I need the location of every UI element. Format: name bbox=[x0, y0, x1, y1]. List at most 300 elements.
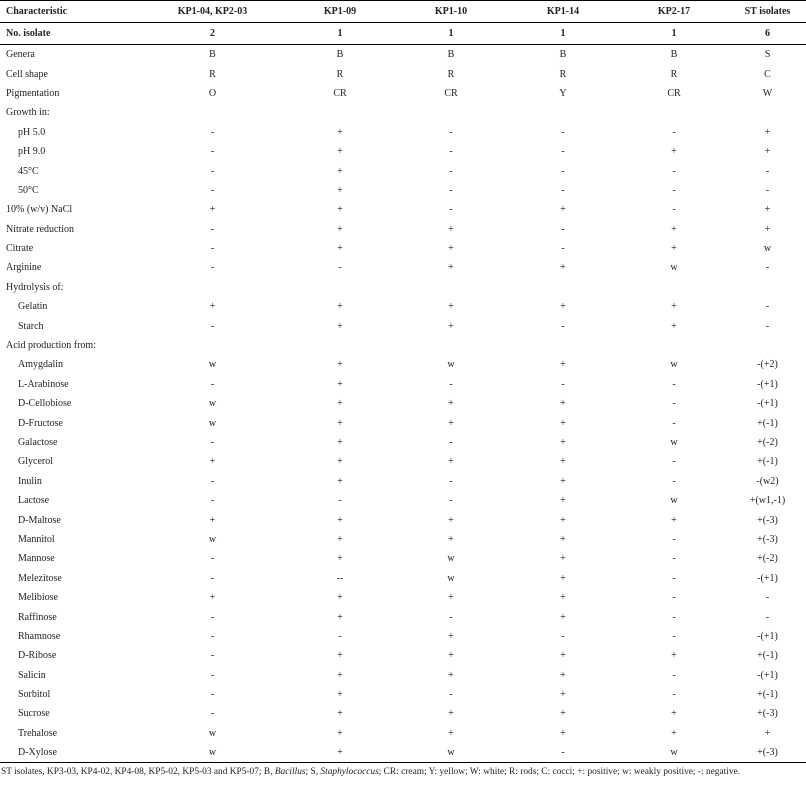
table-cell: - bbox=[561, 126, 565, 138]
isolate-count-label: No. isolate bbox=[0, 23, 140, 45]
header-row bbox=[0, 1, 806, 23]
table-cell: +(-3) bbox=[757, 533, 778, 545]
table-cell: - bbox=[672, 630, 676, 642]
table-cell bbox=[507, 336, 619, 355]
table-cell: + bbox=[337, 223, 343, 235]
table-cell: - bbox=[561, 630, 565, 642]
row-label: Melibiose bbox=[18, 592, 58, 604]
table-cell bbox=[729, 278, 806, 297]
table-cell: -(w2) bbox=[756, 475, 779, 487]
table-cell: + bbox=[764, 126, 771, 138]
table-cell: - bbox=[210, 553, 215, 565]
table-body bbox=[0, 45, 806, 763]
table-cell: + bbox=[560, 495, 566, 507]
table-cell: - bbox=[449, 184, 453, 196]
table-cell: - bbox=[210, 146, 215, 158]
table-cell: - bbox=[210, 475, 215, 487]
table-cell: CR bbox=[444, 87, 458, 99]
table-cell: + bbox=[337, 378, 343, 390]
table-cell: + bbox=[337, 204, 343, 216]
table-cell: + bbox=[560, 553, 566, 565]
row-label: D-Ribose bbox=[18, 650, 57, 662]
footnote-part-2: ; S, bbox=[305, 767, 321, 778]
table-cell: +(-2) bbox=[757, 437, 778, 448]
table-row bbox=[0, 743, 806, 763]
table-cell: + bbox=[671, 708, 677, 720]
table-cell: + bbox=[337, 553, 343, 565]
table-cell bbox=[140, 336, 285, 355]
table-cell: w bbox=[447, 572, 455, 584]
table-cell: -(+1) bbox=[757, 630, 778, 642]
table-cell: - bbox=[210, 611, 215, 623]
table-cell: + bbox=[671, 146, 677, 158]
table-cell: + bbox=[560, 611, 566, 623]
table-row bbox=[0, 239, 806, 258]
table-cell: - bbox=[672, 184, 676, 196]
table-cell: + bbox=[337, 126, 343, 138]
table-cell bbox=[619, 103, 729, 122]
table-cell: - bbox=[765, 262, 770, 274]
table-cell: - bbox=[672, 592, 676, 604]
table-cell: + bbox=[209, 514, 216, 526]
table-cell: + bbox=[560, 708, 566, 720]
table-cell: w bbox=[670, 437, 678, 448]
table-cell: -(+1) bbox=[757, 378, 778, 390]
table-cell: + bbox=[209, 456, 216, 468]
table-cell bbox=[729, 103, 806, 122]
table-row bbox=[0, 84, 806, 103]
table-cell: + bbox=[448, 708, 454, 720]
table-cell: - bbox=[561, 223, 565, 235]
table-cell: - bbox=[672, 611, 676, 623]
table-cell: w bbox=[208, 417, 217, 429]
row-label: D-Cellobiose bbox=[18, 398, 72, 410]
row-label: Acid production from: bbox=[6, 340, 96, 352]
table-cell: - bbox=[210, 126, 215, 138]
table-cell: +(-1) bbox=[757, 456, 778, 468]
table-cell: + bbox=[337, 243, 343, 255]
table-cell bbox=[140, 278, 285, 297]
table-cell: B bbox=[209, 49, 216, 61]
table-cell: - bbox=[210, 630, 215, 642]
table-cell: +(-1) bbox=[757, 417, 778, 429]
table-cell: - bbox=[561, 165, 565, 177]
row-label: 45°C bbox=[18, 165, 39, 177]
column-header-4: KP1-14 bbox=[507, 1, 619, 23]
table-cell: w bbox=[208, 727, 217, 739]
table-cell: + bbox=[448, 727, 454, 739]
table-cell: + bbox=[337, 611, 343, 623]
table-cell: + bbox=[448, 592, 454, 604]
table-row bbox=[0, 297, 806, 316]
table-cell: - bbox=[210, 708, 215, 720]
table-cell: - bbox=[561, 243, 565, 255]
table-cell: O bbox=[208, 87, 217, 99]
table-cell: + bbox=[671, 301, 677, 313]
table-cell: +(-1) bbox=[757, 650, 778, 662]
table-cell: - bbox=[449, 204, 453, 216]
table-cell: +(-3) bbox=[757, 514, 778, 526]
table-cell: CR bbox=[667, 87, 681, 99]
table-cell: + bbox=[671, 320, 677, 332]
table-cell: - bbox=[449, 611, 453, 623]
table-cell: - bbox=[338, 495, 342, 507]
table-cell: w bbox=[619, 743, 729, 763]
table-row bbox=[0, 685, 806, 704]
table-cell: + bbox=[448, 456, 454, 468]
table-cell: w bbox=[395, 743, 507, 763]
table-cell: - bbox=[210, 689, 215, 701]
row-label: Lactose bbox=[18, 495, 50, 507]
table-cell: - bbox=[672, 456, 676, 468]
table-cell: - bbox=[210, 495, 215, 507]
row-label: pH 5.0 bbox=[18, 126, 46, 138]
table-cell: - bbox=[449, 475, 453, 487]
table-cell: + bbox=[337, 533, 343, 545]
table-cell: + bbox=[448, 398, 454, 410]
table-cell: - bbox=[672, 417, 676, 429]
table-cell: - bbox=[449, 146, 453, 158]
table-cell: + bbox=[337, 398, 343, 410]
table-cell: -(+1) bbox=[757, 669, 778, 681]
table-cell: + bbox=[337, 456, 343, 468]
table-cell bbox=[285, 336, 395, 355]
table-cell: -(+1) bbox=[757, 572, 778, 584]
table-cell: + bbox=[560, 533, 566, 545]
table-row bbox=[0, 161, 806, 180]
table-row bbox=[0, 724, 806, 743]
table-cell: +(-1) bbox=[757, 689, 778, 701]
table-cell: + bbox=[448, 650, 454, 662]
table-row bbox=[0, 142, 806, 161]
table-row bbox=[0, 200, 806, 219]
table-cell: - bbox=[765, 184, 770, 196]
table-cell: + bbox=[448, 301, 454, 313]
table-cell: + bbox=[560, 650, 566, 662]
table-cell: -- bbox=[336, 572, 344, 584]
table-cell: + bbox=[337, 592, 343, 604]
table-cell: + bbox=[671, 650, 677, 662]
table-row bbox=[0, 433, 806, 452]
row-label: Raffinose bbox=[18, 611, 57, 623]
table-cell: - bbox=[672, 475, 676, 487]
footnote-bacillus: Bacillus bbox=[274, 767, 306, 778]
table-cell: + bbox=[337, 301, 343, 313]
table-cell: + bbox=[337, 417, 343, 429]
row-label: Nitrate reduction bbox=[6, 223, 75, 235]
table-cell: C bbox=[764, 68, 771, 80]
table-cell bbox=[729, 336, 806, 355]
row-label: Melezitose bbox=[18, 572, 62, 584]
table-cell bbox=[395, 336, 507, 355]
table-cell bbox=[395, 103, 507, 122]
table-row bbox=[0, 181, 806, 200]
table-cell: + bbox=[209, 204, 216, 216]
table-row bbox=[0, 220, 806, 239]
table-cell: w bbox=[208, 533, 217, 545]
row-label: Sorbitol bbox=[18, 689, 51, 701]
table-cell: R bbox=[670, 68, 678, 80]
table-cell: - bbox=[210, 223, 215, 235]
table-cell: - bbox=[210, 650, 215, 662]
table-cell: B bbox=[447, 49, 455, 61]
table-cell: + bbox=[337, 514, 343, 526]
table-cell: - bbox=[210, 669, 215, 681]
table-cell: + bbox=[448, 417, 454, 429]
table-cell: + bbox=[448, 262, 454, 274]
table-cell: - bbox=[672, 572, 676, 584]
table-cell: - bbox=[672, 533, 676, 545]
row-label: Sucrose bbox=[18, 708, 50, 720]
table-cell bbox=[507, 103, 619, 122]
row-label: Cell shape bbox=[6, 68, 48, 80]
table-cell: - bbox=[765, 165, 770, 177]
table-cell: + bbox=[764, 223, 771, 235]
column-header-characteristic: Characteristic bbox=[0, 1, 140, 23]
row-label: Mannitol bbox=[18, 533, 55, 545]
row-label: L-Arabinose bbox=[18, 378, 69, 390]
row-label: Galactose bbox=[18, 437, 58, 448]
table-cell: + bbox=[448, 320, 454, 332]
table-row bbox=[0, 64, 806, 83]
row-label: 10% (w/v) NaCl bbox=[6, 204, 73, 216]
table-cell: - bbox=[765, 611, 770, 623]
table-cell: w bbox=[763, 243, 772, 255]
table-cell: + bbox=[560, 475, 566, 487]
table-cell: + bbox=[448, 533, 454, 545]
table-cell: w bbox=[447, 553, 455, 565]
table-cell: - bbox=[672, 689, 676, 701]
table-cell: +(-3) bbox=[757, 708, 778, 720]
table-cell: + bbox=[337, 437, 343, 448]
table-cell: + bbox=[337, 669, 343, 681]
table-cell: + bbox=[285, 743, 395, 763]
row-label: Gelatin bbox=[18, 301, 48, 313]
table-cell: + bbox=[560, 437, 566, 448]
table-cell: + bbox=[448, 630, 454, 642]
table-cell: - bbox=[449, 437, 453, 448]
table-cell: - bbox=[672, 669, 676, 681]
table-row bbox=[0, 336, 806, 355]
isolate-count-row bbox=[0, 23, 806, 45]
table-cell: - bbox=[210, 572, 215, 584]
row-label: Inulin bbox=[18, 475, 42, 487]
isolate-count-cell: 2 bbox=[140, 23, 285, 45]
table-row bbox=[0, 588, 806, 607]
table-cell: + bbox=[337, 359, 343, 371]
table-cell bbox=[285, 278, 395, 297]
table-cell: - bbox=[210, 320, 215, 332]
table-row bbox=[0, 646, 806, 665]
table-cell: + bbox=[671, 223, 677, 235]
row-label: D-Fructose bbox=[18, 417, 63, 429]
table-cell: W bbox=[762, 87, 773, 99]
table-cell: - bbox=[338, 262, 342, 274]
isolate-count-cell: 6 bbox=[729, 23, 806, 45]
table-cell: - bbox=[338, 630, 342, 642]
table-row bbox=[0, 607, 806, 626]
column-header-2: KP1-09 bbox=[285, 1, 395, 23]
row-label: Starch bbox=[18, 320, 44, 332]
table-cell: - bbox=[210, 184, 215, 196]
table-cell: R bbox=[559, 68, 567, 80]
table-cell: + bbox=[448, 243, 454, 255]
table-row bbox=[0, 530, 806, 549]
table-cell: - bbox=[561, 378, 565, 390]
table-cell: B bbox=[670, 49, 678, 61]
table-cell: + bbox=[448, 669, 454, 681]
table-cell: w bbox=[670, 359, 678, 371]
table-cell: - bbox=[210, 378, 215, 390]
row-label: 50°C bbox=[18, 184, 39, 196]
table-cell: +(w1,-1) bbox=[749, 495, 786, 507]
row-label: Hydrolysis of: bbox=[6, 281, 64, 293]
table-cell: + bbox=[764, 204, 771, 216]
table-cell: R bbox=[336, 68, 344, 80]
table-cell: + bbox=[560, 301, 566, 313]
table-cell: + bbox=[560, 456, 566, 468]
table-cell: R bbox=[447, 68, 455, 80]
table-row bbox=[0, 704, 806, 723]
table-cell: + bbox=[560, 689, 566, 701]
table-cell: w bbox=[447, 359, 455, 371]
table-cell: + bbox=[337, 650, 343, 662]
table-cell: CR bbox=[333, 87, 347, 99]
table-cell bbox=[619, 278, 729, 297]
table-cell bbox=[140, 103, 285, 122]
row-label: Citrate bbox=[6, 243, 34, 255]
table-cell: - bbox=[672, 204, 676, 216]
table-row bbox=[0, 394, 806, 413]
table-cell: + bbox=[560, 514, 566, 526]
table-cell: + bbox=[671, 514, 677, 526]
row-label: D-Xylose bbox=[0, 743, 140, 763]
table-cell: - bbox=[210, 262, 215, 274]
table-cell: + bbox=[337, 708, 343, 720]
table-row bbox=[0, 103, 806, 122]
table-cell: - bbox=[449, 126, 453, 138]
table-cell: + bbox=[337, 475, 343, 487]
table-row bbox=[0, 452, 806, 471]
table-cell: - bbox=[561, 320, 565, 332]
table-cell: - bbox=[449, 495, 453, 507]
table-cell bbox=[285, 103, 395, 122]
table-cell: + bbox=[209, 301, 216, 313]
table-cell: +(-3) bbox=[729, 743, 806, 763]
row-label: Glycerol bbox=[18, 456, 53, 468]
footnote-part-3: ; CR: cream; Y: yellow; W: white; R: rods; C: cocci; +: positive; w: weakly positive; -: negative. bbox=[378, 767, 741, 778]
table-row bbox=[0, 375, 806, 394]
table-cell: + bbox=[560, 262, 566, 274]
table-cell: - bbox=[449, 378, 453, 390]
table-row bbox=[0, 569, 806, 588]
table-cell: + bbox=[448, 514, 454, 526]
table-cell: + bbox=[209, 592, 216, 604]
table-cell: - bbox=[507, 743, 619, 763]
table-row bbox=[0, 549, 806, 568]
table-cell bbox=[395, 278, 507, 297]
table-cell: + bbox=[560, 572, 566, 584]
table-row bbox=[0, 666, 806, 685]
table-row bbox=[0, 45, 806, 65]
isolate-count-cell: 1 bbox=[285, 23, 395, 45]
table-cell: + bbox=[337, 320, 343, 332]
table-cell: S bbox=[764, 49, 771, 61]
table-cell: - bbox=[765, 301, 770, 313]
table-cell: + bbox=[560, 398, 566, 410]
table-cell: +(-2) bbox=[757, 553, 778, 565]
column-header-3: KP1-10 bbox=[395, 1, 507, 23]
isolate-count-cell: 1 bbox=[507, 23, 619, 45]
row-label: pH 9.0 bbox=[18, 146, 46, 158]
footnote-part-1: ST isolates, KP3-03, KP4-02, KP4-08, KP5-02, KP5-03 and KP5-07; B, bbox=[1, 767, 275, 778]
column-header-1: KP1-04, KP2-03 bbox=[140, 1, 285, 23]
table-cell: - bbox=[561, 146, 565, 158]
table-cell: R bbox=[209, 68, 216, 80]
table-cell: w bbox=[208, 398, 217, 410]
table-row bbox=[0, 258, 806, 277]
table-cell: -(+2) bbox=[757, 359, 778, 371]
row-label: Amygdalin bbox=[18, 359, 63, 371]
table-cell: - bbox=[672, 398, 676, 410]
table-cell: - bbox=[449, 165, 453, 177]
table-cell: B bbox=[336, 49, 344, 61]
row-label: D-Maltose bbox=[18, 514, 61, 526]
table-cell: - bbox=[672, 126, 676, 138]
table-row bbox=[0, 627, 806, 646]
table-cell: - bbox=[449, 689, 453, 701]
table-cell: + bbox=[448, 223, 454, 235]
table-cell: - bbox=[672, 378, 676, 390]
table-cell: - bbox=[672, 553, 676, 565]
table-footnote bbox=[0, 763, 806, 778]
table-cell: + bbox=[337, 727, 343, 739]
table-row bbox=[0, 316, 806, 335]
table-row bbox=[0, 491, 806, 510]
table-row bbox=[0, 355, 806, 374]
table-cell: w bbox=[670, 495, 678, 507]
table-cell: + bbox=[337, 184, 343, 196]
row-label: Pigmentation bbox=[6, 87, 60, 99]
table-cell: - bbox=[210, 165, 215, 177]
row-label: Genera bbox=[6, 49, 35, 61]
table-cell: + bbox=[764, 146, 771, 158]
table-cell: + bbox=[337, 146, 343, 158]
row-label: Rhamnose bbox=[18, 630, 61, 642]
column-header-6: ST isolates bbox=[729, 1, 806, 23]
table-cell: Y bbox=[559, 87, 567, 99]
table-cell: - bbox=[561, 184, 565, 196]
table-cell bbox=[507, 278, 619, 297]
table-row bbox=[0, 278, 806, 297]
table-row bbox=[0, 413, 806, 432]
table-cell: + bbox=[560, 359, 566, 371]
table-cell: + bbox=[337, 165, 343, 177]
row-label: Trehalose bbox=[18, 727, 58, 739]
table-cell: + bbox=[764, 727, 771, 739]
row-label: Salicin bbox=[18, 669, 46, 681]
table-cell: w bbox=[670, 262, 678, 274]
table-row bbox=[0, 510, 806, 529]
table-cell: - bbox=[765, 320, 770, 332]
table-cell: - bbox=[210, 243, 215, 255]
isolate-count-cell: 1 bbox=[619, 23, 729, 45]
table-cell bbox=[619, 336, 729, 355]
table-cell: - bbox=[672, 165, 676, 177]
table-cell: -(+1) bbox=[757, 398, 778, 410]
table-cell: B bbox=[559, 49, 567, 61]
table-row bbox=[0, 472, 806, 491]
